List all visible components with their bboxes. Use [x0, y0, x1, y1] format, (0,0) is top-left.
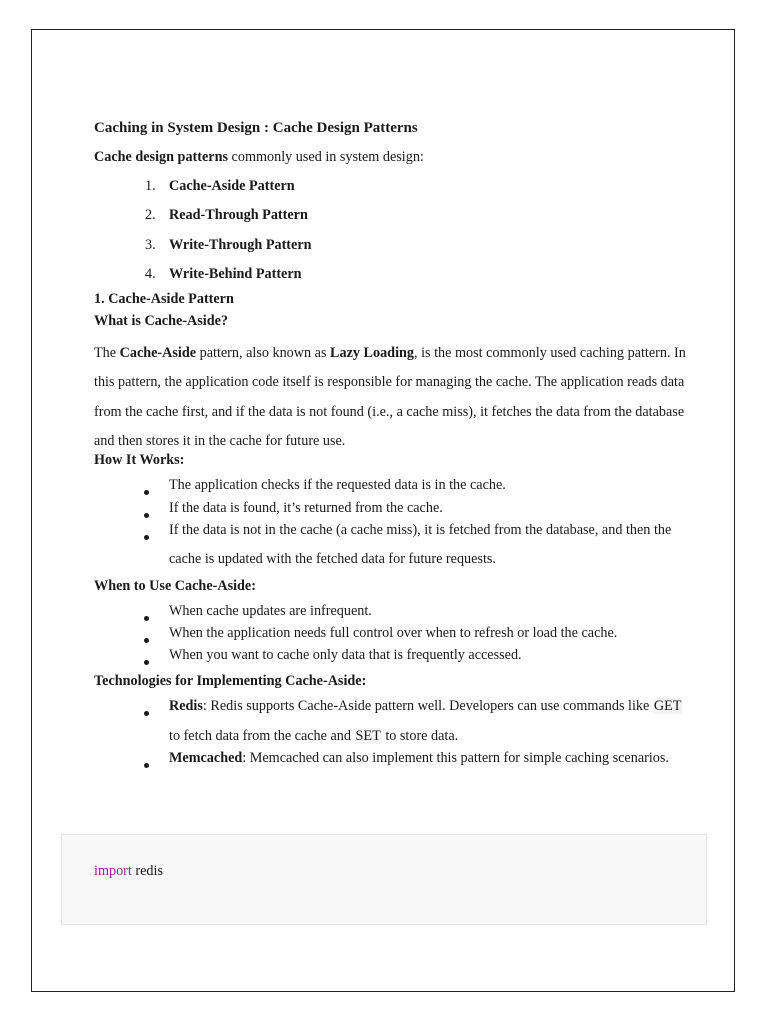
- document-content: [94, 117, 694, 780]
- tech-heading: Technologies for Implementing Cache-Aside:: [94, 673, 367, 690]
- list-item-text: When the application needs full control over when to refresh or load the cache.: [169, 624, 618, 641]
- what-heading: What is Cache-Aside?: [94, 313, 228, 330]
- tech-text: to fetch data from the cache and: [169, 727, 355, 744]
- pattern-item: [94, 263, 694, 292]
- section-heading: 1. Cache-Aside Pattern: [94, 291, 234, 308]
- pattern-list: [94, 175, 694, 292]
- pattern-number: 4.: [145, 265, 156, 282]
- pattern-item: [94, 204, 694, 233]
- bullet-icon: [144, 763, 149, 768]
- tech-list: [94, 699, 694, 780]
- tech-text: : Memcached can also implement this pattern for simple caching scenarios.: [242, 750, 669, 767]
- tech-text: to store data.: [381, 727, 459, 744]
- bullet-icon: [144, 513, 149, 518]
- tech-name: Memcached: [169, 750, 243, 767]
- pattern-number: 2.: [145, 207, 156, 224]
- pattern-number: 3.: [145, 236, 156, 253]
- how-heading: How It Works:: [94, 452, 185, 469]
- intro-bold: Cache design patterns: [94, 149, 228, 165]
- desc-bold: Cache-Aside: [119, 345, 197, 362]
- list-item-text: If the data is found, it’s returned from the cache.: [169, 499, 443, 516]
- intro-text: commonly used in system design:: [228, 149, 424, 165]
- code-line: [94, 860, 163, 882]
- list-item: [94, 523, 694, 582]
- list-item: [94, 648, 694, 677]
- pattern-label: Write-Through Pattern: [169, 236, 312, 253]
- cache-aside-description: [94, 339, 694, 456]
- bullet-icon: [144, 711, 149, 716]
- how-list: [94, 478, 694, 581]
- list-item-text: When you want to cache only data that is frequently accessed.: [169, 647, 522, 664]
- document-title: Caching in System Design : Cache Design Patterns: [94, 120, 418, 136]
- pattern-label: Read-Through Pattern: [169, 207, 308, 224]
- pattern-number: 1.: [145, 178, 156, 194]
- bullet-icon: [144, 490, 149, 495]
- list-item-text: If the data is not in the cache (a cache miss), it is fetched from the database, and then the cache is updated with the fetched data for future requests.: [169, 521, 672, 568]
- pattern-item: [94, 175, 694, 204]
- desc-text: pattern, also known as: [196, 345, 331, 362]
- inline-code: SET: [355, 727, 381, 744]
- code-block: [61, 834, 707, 925]
- when-heading: When to Use Cache-Aside:: [94, 577, 256, 594]
- list-item-text: [169, 692, 694, 751]
- list-item-text: When cache updates are infrequent.: [169, 602, 372, 619]
- pattern-label: Write-Behind Pattern: [169, 265, 302, 282]
- intro-paragraph: [94, 146, 694, 168]
- tech-text: : Redis supports Cache-Aside pattern well. Developers can use commands like: [202, 698, 653, 715]
- bullet-icon: [144, 660, 149, 665]
- list-item: [94, 751, 694, 780]
- pattern-label: Cache-Aside Pattern: [169, 178, 295, 194]
- list-item-text: [169, 744, 694, 773]
- bullet-icon: [144, 535, 149, 540]
- code-text: redis: [131, 863, 163, 879]
- pattern-item: [94, 234, 694, 263]
- bullet-icon: [144, 616, 149, 621]
- code-keyword: import: [94, 863, 132, 879]
- document-page: [31, 29, 735, 992]
- bullet-icon: [144, 638, 149, 643]
- desc-text: , is the most commonly used caching pattern. In this pattern, the application code itself is responsible for managing the cache. The application reads data from the cache first, and if the data is not found (i.e., a cache miss), it fetches the data from the database and then stores it in the cache for future use.: [94, 345, 686, 450]
- list-item-text: The application checks if the requested data is in the cache.: [169, 477, 506, 494]
- when-list: [94, 604, 694, 678]
- desc-text: The: [94, 345, 120, 362]
- tech-name: Redis: [169, 698, 203, 715]
- inline-code: GET: [653, 698, 682, 715]
- desc-bold: Lazy Loading: [330, 345, 414, 362]
